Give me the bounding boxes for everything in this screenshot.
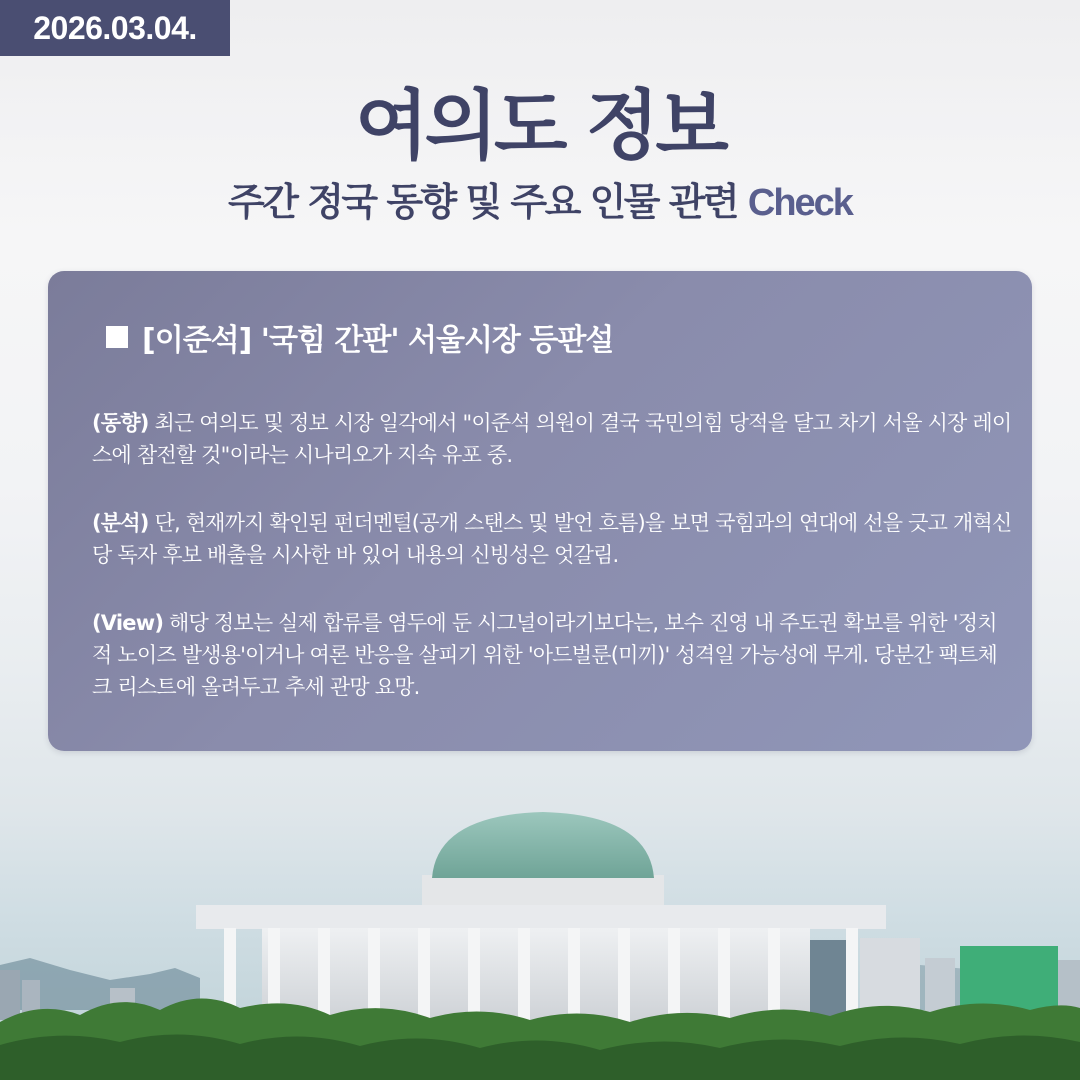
paragraph-analysis xyxy=(92,507,1012,571)
national-assembly-photo xyxy=(0,760,1080,1080)
assembly-dome xyxy=(432,812,654,878)
paragraph-tag: (동향) xyxy=(92,411,149,435)
card-heading-text: [이준석] '국힘 간판' 서울시장 등판설 xyxy=(142,323,614,358)
subtitle-text: 주간 정국 동향 및 주요 인물 관련 xyxy=(228,180,738,224)
page-subtitle xyxy=(0,180,1080,227)
paragraph-text: 단, 현재까지 확인된 펀더멘털(공개 스탠스 및 발언 흐름)을 보면 국힘과의 연대에 선을 긋고 개혁신당 독자 후보 배출을 시사한 바 있어 내용의 신빙성은 엇갈림. xyxy=(92,511,1012,567)
paragraph-view xyxy=(92,607,1012,703)
square-bullet-icon xyxy=(106,326,128,348)
distant-building xyxy=(0,970,20,1020)
paragraph-text: 최근 여의도 및 정보 시장 일각에서 "이준석 의원이 결국 국민의힘 당적을 달고 차기 서울 시장 레이스에 참전할 것"이라는 시나리오가 지속 유포 중. xyxy=(92,411,1012,467)
page-title: 여의도 정보 xyxy=(355,81,725,170)
paragraph-trend xyxy=(92,407,1012,471)
subtitle-accent: Check xyxy=(747,182,852,224)
info-card xyxy=(48,271,1032,751)
paragraph-text: 해당 정보는 실제 합류를 염두에 둔 시그널이라기보다는, 보수 진영 내 주도권 확보를 위한 '정치적 노이즈 발생용'이거나 여론 반응을 살피기 위한 '아드벌룬(미끼)' 성격일 가능성에 무게. 당분간 팩트체크 리스트에 올려두고 추세 관망 요망. xyxy=(92,611,998,699)
roof-cornice xyxy=(196,905,886,929)
paragraph-tag: (View) xyxy=(92,611,164,635)
date-badge: 2026.03.04. xyxy=(0,0,230,56)
dome-drum xyxy=(422,875,664,905)
tree-line xyxy=(0,1034,1080,1080)
card-heading xyxy=(106,315,613,359)
paragraph-tag: (분석) xyxy=(92,511,149,535)
